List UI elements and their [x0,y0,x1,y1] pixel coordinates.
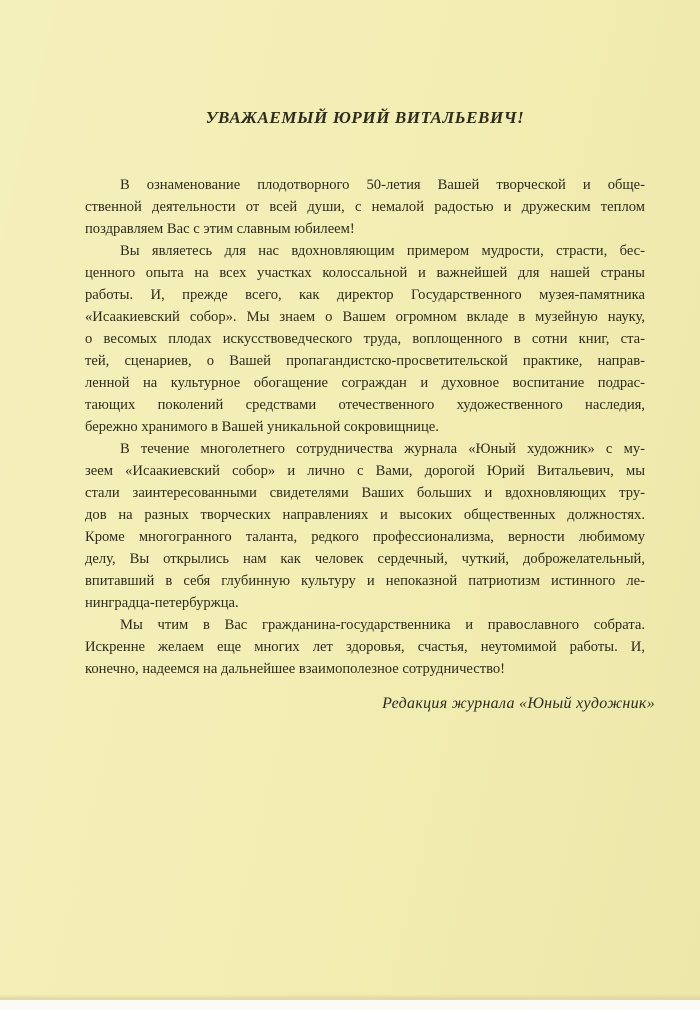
body-line-p1-l3: поздравляем Вас с этим славным юбилеем! [85,221,355,237]
body-line-p4-l3: конечно, надеемся на дальнейшее взаимополезное сотрудничество! [85,661,506,677]
body-line-p2-l2: ценного опыта на всех участках колоссальной и важнейшей для нашей страны [85,265,645,281]
body-line-p4-l1: Мы чтим в Вас гражданина-государственника и православного собрата. [120,617,645,633]
letter-title: УВАЖАЕМЫЙ ЮРИЙ ВИТАЛЬЕВИЧ! [205,108,525,127]
body-line-p2-l6: тей, сценариев, о Вашей пропагандистско-просветительской практике, направ- [85,353,645,369]
body-line-p4-l2: Искренне желаем еще многих лет здоровья, счастья, неутомимой работы. И, [85,639,645,655]
scanner-bed-strip [0,999,700,1010]
body-line-p3-l8: нинградца-петербуржца. [85,595,239,611]
signature-line: Редакция журнала «Юный художник» [382,695,655,712]
body-line-p2-l5: о весомых плодах искусствоведческого труда, воплощенного в сотни книг, ста- [85,331,645,347]
body-line-p1-l2: ственной деятельности от всей души, с немалой радостью и дружеским теплом [85,199,645,215]
body-line-p2-l3: работы. И, прежде всего, как директор Государственного музея-памятника [85,287,645,303]
body-line-p3-l7: впитавший в себя глубинную культуру и непоказной патриотизм истинного ле- [85,573,645,589]
body-line-p2-l9: бережно хранимого в Вашей уникальной сокровищнице. [85,419,439,435]
body-line-p3-l6: делу, Вы открылись нам как человек сердечный, чуткий, доброжелательный, [85,551,645,567]
body-line-p3-l5: Кроме многогранного таланта, редкого профессионализма, верности любимому [85,529,645,545]
body-line-p2-l8: тающих поколений средствами отечественного художественного наследия, [85,397,645,413]
body-line-p2-l7: ленной на культурное обогащение сограждан и духовное воспитание подрас- [85,375,645,391]
body-line-p3-l4: дов на разных творческих направлениях и высоких общественных должностях. [85,507,645,523]
body-line-p3-l2: зеем «Исаакиевский собор» и лично с Вами, дорогой Юрий Витальевич, мы [85,463,645,479]
body-line-p2-l4: «Исаакиевский собор». Мы знаем о Вашем огромном вкладе в музейную науку, [85,309,645,325]
body-line-p3-l1: В течение многолетнего сотрудничества журнала «Юный художник» с му- [120,441,645,457]
body-line-p2-l1: Вы являетесь для нас вдохновляющим примером мудрости, страсти, бес- [120,243,645,259]
body-line-p3-l3: стали заинтересованными свидетелями Ваших больших и вдохновляющих тру- [85,485,645,501]
letter-body [85,174,645,680]
body-line-p1-l1: В ознаменование плодотворного 50-летия Вашей творческой и обще- [120,177,645,193]
